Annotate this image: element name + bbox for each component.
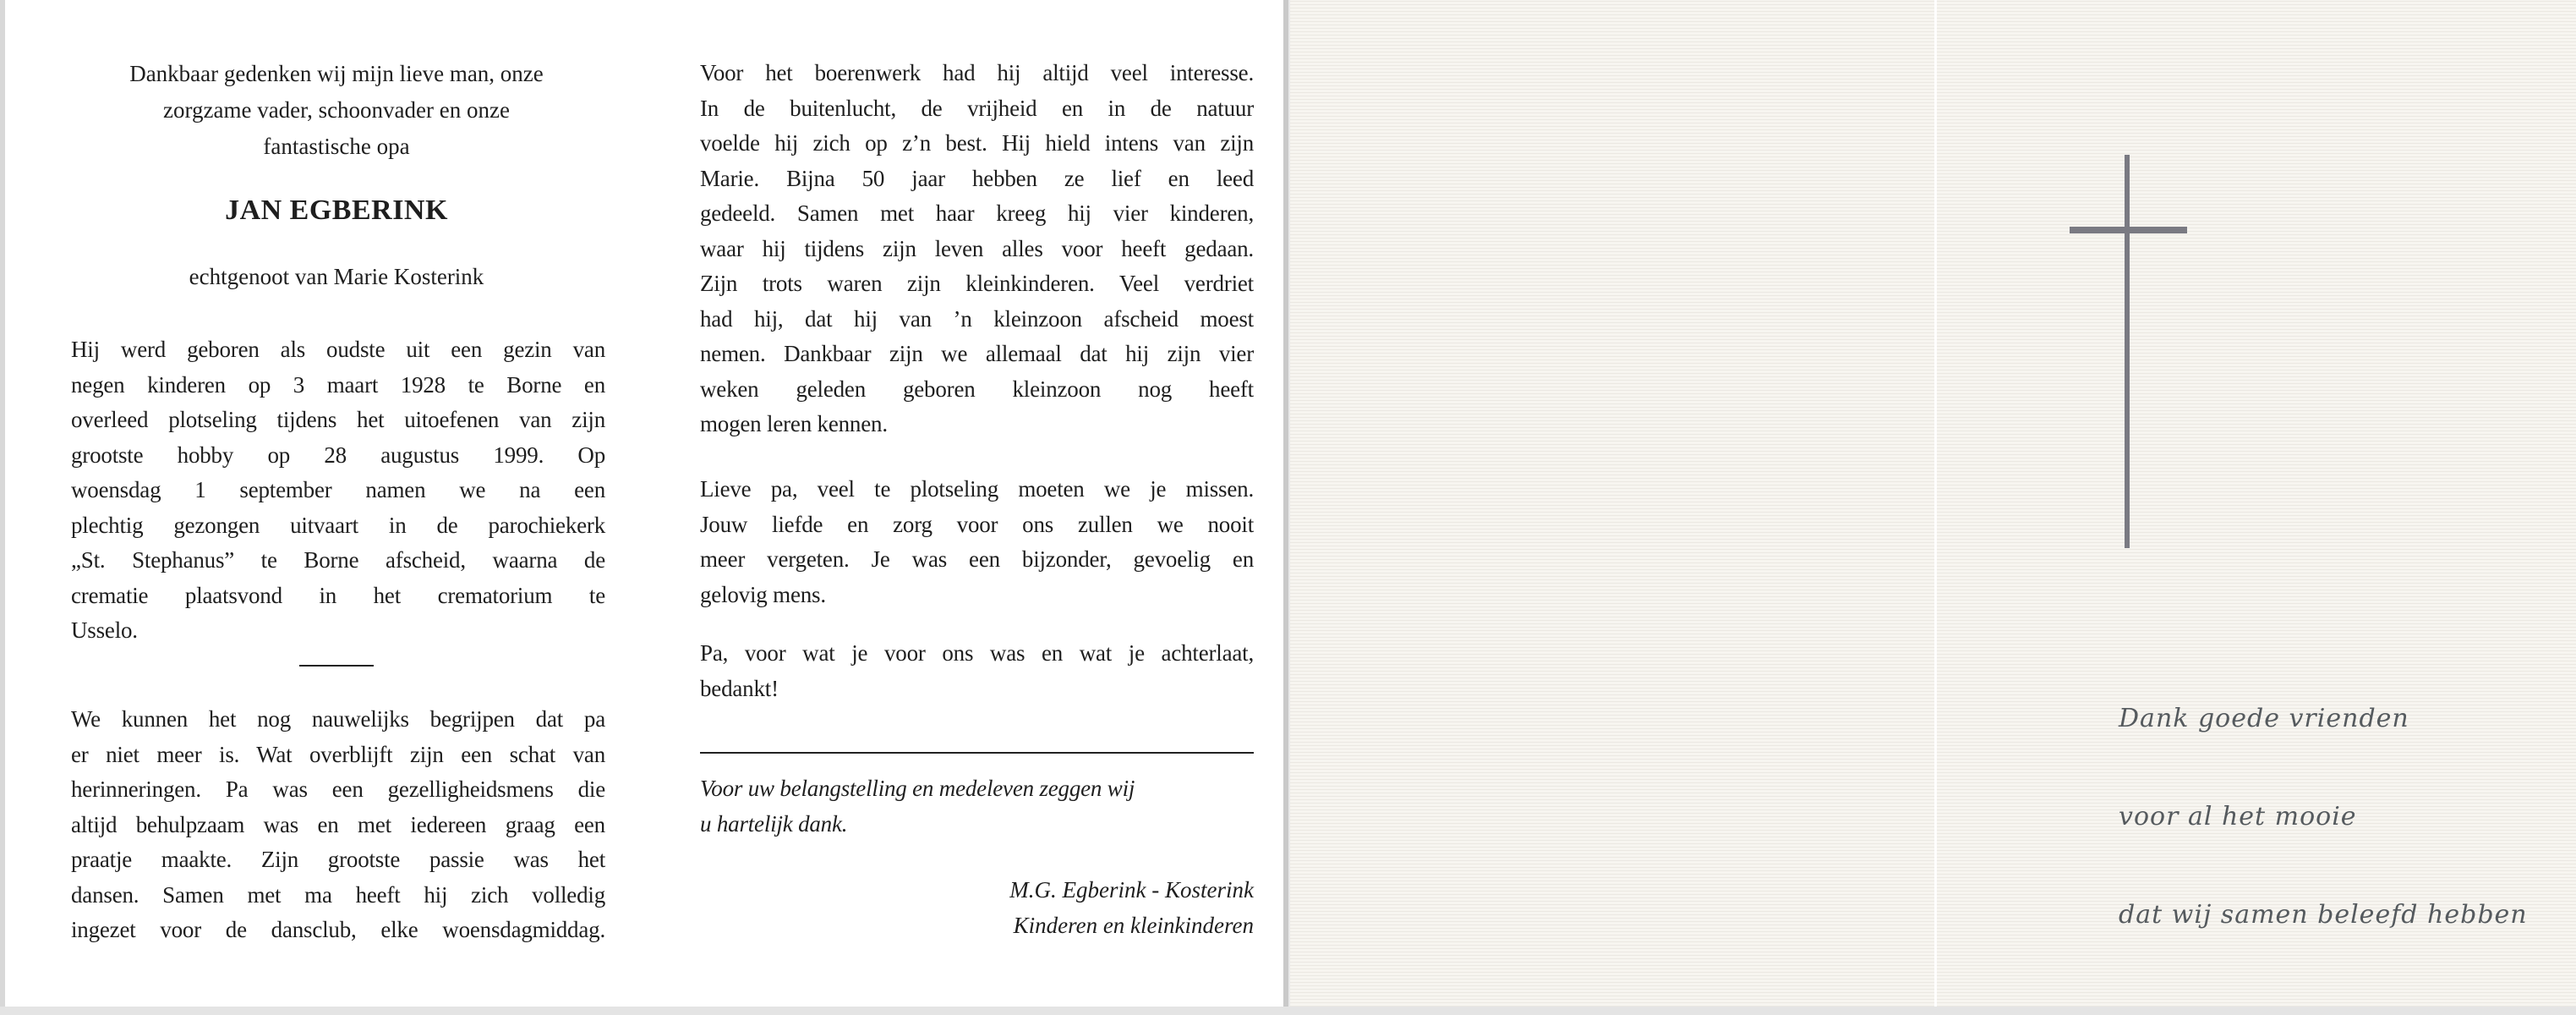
text-line: Hij werd geboren als oudste uit een gezin van	[71, 337, 605, 362]
text-line: Marie. Bijna 50 jaar hebben ze lief en leed	[700, 165, 1254, 191]
card-edge-shadow	[1283, 0, 1288, 1007]
memorial-card-cover	[1290, 0, 2576, 1007]
header-line: fantastische opa	[263, 134, 410, 159]
text-line: We kunnen het nog nauwelijks begrijpen dat pa	[71, 706, 605, 732]
spouse-line: echtgenoot van Marie Kosterink	[189, 264, 484, 289]
text-line: plechtig gezongen uitvaart in de parochiekerk	[71, 512, 605, 538]
text-line: ingezet voor de dansclub, elke woensdagmiddag.	[71, 917, 605, 942]
life-paragraph	[700, 56, 1254, 442]
header-block	[66, 56, 607, 165]
text-line: er niet meer is. Wat overblijft zijn een schat van	[71, 741, 605, 767]
text-line: voelde hij zich op z’n best. Hij hield intens van zijn	[700, 130, 1254, 156]
text-line: Lieve pa, veel te plotseling moeten we je missen.	[700, 476, 1254, 502]
text-line: Zijn trots waren zijn kleinkinderen. Veel verdriet	[700, 271, 1254, 296]
text-line: weken geleden geboren kleinzoon nog heeft	[700, 376, 1254, 402]
text-line: crematie plaatsvond in het crematorium te	[71, 582, 605, 608]
divider	[700, 752, 1254, 754]
poem-line: Dank goede vrienden	[2119, 704, 2409, 733]
signature-line: Kinderen en kleinkinderen	[1013, 912, 1254, 938]
text-line: herinneringen. Pa was een gezelligheidsmens die	[71, 776, 605, 802]
text-line: Usselo.	[71, 617, 138, 643]
text-line: overleed plotseling tijdens het uitoefenen van zijn	[71, 407, 605, 432]
signature	[700, 873, 1254, 943]
text-line: nemen. Dankbaar zijn we allemaal dat hij zijn vier	[700, 341, 1254, 366]
text-line: gelovig mens.	[700, 581, 826, 607]
divider	[299, 665, 374, 667]
text-line: Voor het boerenwerk had hij altijd veel interesse.	[700, 60, 1254, 85]
thanks-note	[700, 771, 1254, 842]
gratitude-paragraph	[700, 636, 1254, 706]
text-line: grootste hobby op 28 augustus 1999. Op	[71, 442, 605, 468]
text-line: mogen leren kennen.	[700, 411, 888, 436]
farewell-paragraph	[700, 472, 1254, 612]
text-line: „St. Stephanus” te Borne afscheid, waarna de	[71, 547, 605, 573]
text-line: gedeeld. Samen met haar kreeg hij vier kinderen,	[700, 200, 1254, 226]
biography-paragraph	[71, 332, 605, 649]
poem-line: voor al het mooie	[2119, 802, 2357, 831]
text-line: dansen. Samen met ma heeft hij zich volledig	[71, 881, 605, 908]
header-line: zorgzame vader, schoonvader en onze	[163, 97, 510, 123]
memorial-card-inside	[0, 0, 1285, 1007]
text-line: had hij, dat hij van ’n kleinzoon afscheid moest	[700, 305, 1254, 332]
fold-line	[1934, 0, 1937, 1007]
text-line: altijd behulpzaam was en met iedereen graag een	[71, 811, 605, 837]
text-line: bedankt!	[700, 675, 779, 701]
text-line: u hartelijk dank.	[700, 810, 848, 837]
text-line: woensdag 1 september namen we na een	[71, 477, 605, 502]
deceased-name: JAN EGBERINK	[225, 195, 448, 226]
text-line: meer vergeten. Je was een bijzonder, gevoelig en	[700, 546, 1254, 572]
text-line: negen kinderen op 3 maart 1928 te Borne en	[71, 371, 605, 398]
text-line: praatje maakte. Zijn grootste passie was het	[71, 847, 605, 872]
text-line: Jouw liefde en zorg voor ons zullen we nooit	[700, 511, 1254, 537]
scan-background	[0, 1007, 2576, 1015]
poem-line: dat wij samen beleefd hebben	[2119, 900, 2528, 930]
memories-paragraph	[71, 702, 605, 948]
text-line: Voor uw belangstelling en medeleven zeggen wij	[700, 776, 1135, 801]
header-line: Dankbaar gedenken wij mijn lieve man, onze	[129, 61, 544, 86]
text-line: In de buitenlucht, de vrijheid en in de natuur	[700, 95, 1254, 121]
text-line: Pa, voor wat je voor ons was en wat je achterlaat,	[700, 640, 1254, 666]
text-line: waar hij tijdens zijn leven alles voor heeft gedaan.	[700, 235, 1254, 261]
signature-line: M.G. Egberink - Kosterink	[1009, 877, 1254, 903]
